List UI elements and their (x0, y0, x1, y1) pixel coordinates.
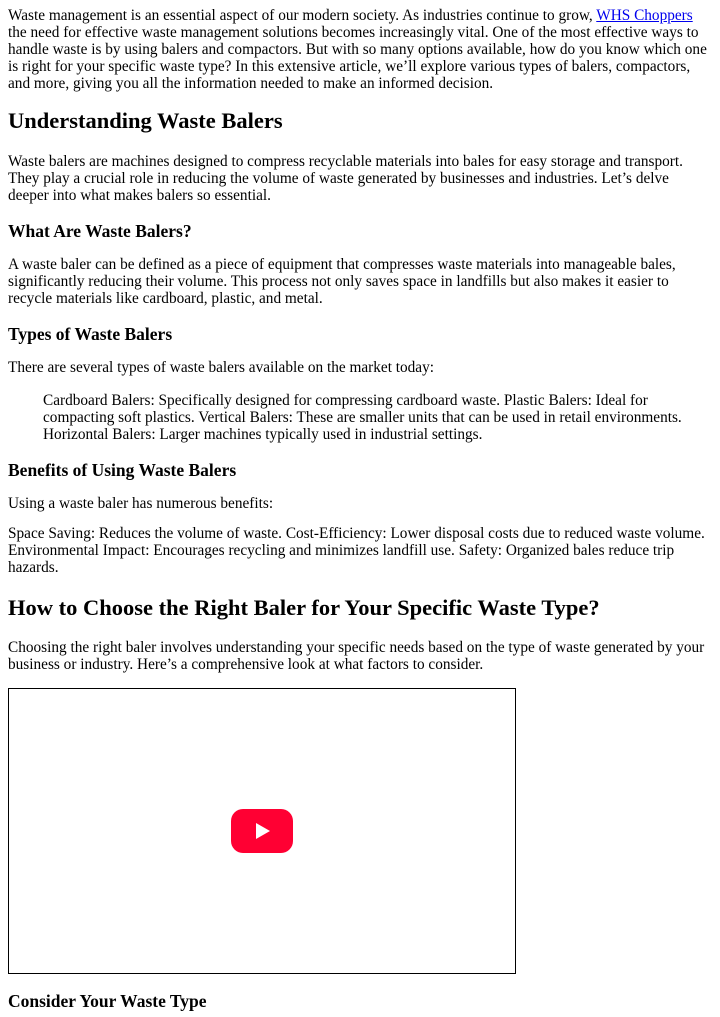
benefits-intro-paragraph: Using a waste baler has numerous benefits: (8, 495, 274, 512)
intro-text-end: the need for effective waste management solutions becomes increasingly vital. One of the most effective ways to handle waste is by using balers and compactors. But with so many options available, how do you know which one is right for your specific waste type? In this extensive article, we’ll explore various types of balers, compactors, and more, giving you all the information needed to make an informed decision. (8, 24, 707, 92)
benefits-list-paragraph: Space Saving: Reduces the volume of waste. Cost-Efficiency: Lower disposal costs due to reduced waste volume. Environmental Impact: Encourages recycling and minimizes landfill use. Safety: Organized bales reduce trip hazards. (8, 525, 705, 576)
intro-paragraph (8, 7, 712, 92)
youtube-play-icon[interactable] (231, 809, 293, 853)
intro-text-start: Waste management is an essential aspect of our modern society. As industries continue to grow, (8, 7, 597, 24)
what-are-balers-paragraph: A waste baler can be defined as a piece of equipment that compresses waste materials into manageable bales, significantly reducing their volume. This process not only saves space in landfills but also makes it easier to recycle materials like cardboard, plastic, and metal. (8, 256, 676, 307)
understanding-balers-paragraph: Waste balers are machines designed to compress recyclable materials into bales for easy storage and transport. They play a crucial role in reducing the volume of waste generated by businesses and industries. Let’s delve deeper into what makes balers so essential. (8, 153, 683, 204)
types-of-balers-heading: Types of Waste Balers (8, 324, 173, 344)
consider-waste-type-heading: Consider Your Waste Type (8, 991, 207, 1011)
types-intro-paragraph: There are several types of waste balers available on the market today: (8, 359, 434, 376)
types-list-quote: Cardboard Balers: Specifically designed for compressing cardboard waste. Plastic Balers: Ideal for compacting soft plastics. Vertical Balers: These are smaller units that can be used in retail environments. Horizontal Balers: Larger machines typically used in industrial settings. (43, 392, 682, 443)
video-embed[interactable] (8, 688, 516, 974)
understanding-balers-heading: Understanding Waste Balers (8, 108, 283, 133)
what-are-balers-heading: What Are Waste Balers? (8, 221, 192, 241)
choose-baler-heading: How to Choose the Right Baler for Your Specific Waste Type? (8, 595, 600, 620)
whs-choppers-link[interactable]: WHS Choppers (596, 7, 693, 24)
benefits-heading: Benefits of Using Waste Balers (8, 460, 237, 480)
choose-baler-paragraph: Choosing the right baler involves understanding your specific needs based on the type of waste generated by your business or industry. Here’s a comprehensive look at what factors to consider. (8, 639, 705, 673)
